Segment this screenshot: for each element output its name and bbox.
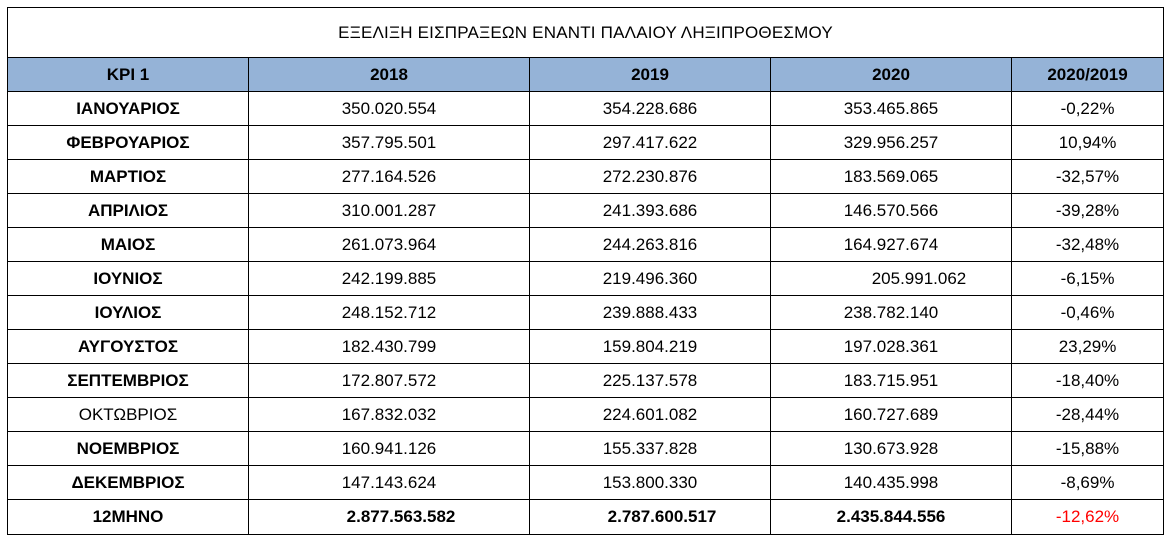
value-2019-cell: 153.800.330 bbox=[530, 466, 771, 500]
value-2020-cell: 160.727.689 bbox=[771, 398, 1012, 432]
value-2020-cell: 329.956.257 bbox=[771, 126, 1012, 160]
value-2020-text: 205.991.062 bbox=[871, 268, 967, 288]
value-2020-cell: 146.570.566 bbox=[771, 194, 1012, 228]
value-2018-cell: 310.001.287 bbox=[249, 194, 530, 228]
change-cell: -39,28% bbox=[1012, 194, 1164, 228]
change-cell: 10,94% bbox=[1012, 126, 1164, 160]
value-2019-cell: 354.228.686 bbox=[530, 92, 771, 126]
kpi-cell: ΦΕΒΡΟΥΑΡΙΟΣ bbox=[8, 126, 249, 160]
value-2019-cell: 224.601.082 bbox=[530, 398, 771, 432]
change-cell: -18,40% bbox=[1012, 364, 1164, 398]
value-2018-cell: 160.941.126 bbox=[249, 432, 530, 466]
kpi-cell: ΙΑΝΟΥΑΡΙΟΣ bbox=[8, 92, 249, 126]
title-row bbox=[8, 8, 1164, 58]
value-2020-cell: 164.927.674 bbox=[771, 228, 1012, 262]
value-2019-cell: 239.888.433 bbox=[530, 296, 771, 330]
value-2018-cell: 357.795.501 bbox=[249, 126, 530, 160]
value-2018-cell: 261.073.964 bbox=[249, 228, 530, 262]
kpi-cell: ΣΕΠΤΕΜΒΡΙΟΣ bbox=[8, 364, 249, 398]
table-title: ΕΞΕΛΙΞΗ ΕΙΣΠΡΑΞΕΩΝ ΕΝΑΝΤΙ ΠΑΛΑΙΟΥ ΛΗΞΙΠΡΟΘΕΣΜΟΥ bbox=[8, 8, 1164, 58]
value-2018-cell: 350.020.554 bbox=[249, 92, 530, 126]
table-row bbox=[8, 296, 1164, 330]
total-2018-text: 2.877.563.582 bbox=[346, 507, 456, 526]
table-row bbox=[8, 160, 1164, 194]
total-kpi-cell: 12ΜΗΝΟ bbox=[8, 500, 249, 535]
value-2018-cell: 242.199.885 bbox=[249, 262, 530, 296]
table-row bbox=[8, 228, 1164, 262]
table-row bbox=[8, 194, 1164, 228]
value-2020-cell bbox=[771, 262, 1012, 296]
value-2019-cell: 219.496.360 bbox=[530, 262, 771, 296]
value-2020-cell: 238.782.140 bbox=[771, 296, 1012, 330]
value-2019-cell: 297.417.622 bbox=[530, 126, 771, 160]
header-2019: 2019 bbox=[530, 58, 771, 92]
table-row bbox=[8, 364, 1164, 398]
change-cell: -0,46% bbox=[1012, 296, 1164, 330]
value-2019-cell: 241.393.686 bbox=[530, 194, 771, 228]
value-2019-cell: 272.230.876 bbox=[530, 160, 771, 194]
kpi-cell: ΜΑΡΤΙΟΣ bbox=[8, 160, 249, 194]
value-2018-cell: 277.164.526 bbox=[249, 160, 530, 194]
value-2018-cell: 147.143.624 bbox=[249, 466, 530, 500]
table-row bbox=[8, 126, 1164, 160]
header-kpi: KPI 1 bbox=[8, 58, 249, 92]
header-2018: 2018 bbox=[249, 58, 530, 92]
value-2018-cell: 167.832.032 bbox=[249, 398, 530, 432]
table-row bbox=[8, 432, 1164, 466]
kpi-cell: ΙΟΥΛΙΟΣ bbox=[8, 296, 249, 330]
table-row bbox=[8, 466, 1164, 500]
value-2019-cell: 159.804.219 bbox=[530, 330, 771, 364]
table-row bbox=[8, 398, 1164, 432]
table-row bbox=[8, 262, 1164, 296]
change-cell: -32,57% bbox=[1012, 160, 1164, 194]
change-cell: 23,29% bbox=[1012, 330, 1164, 364]
collections-table bbox=[7, 7, 1164, 535]
kpi-cell: ΑΥΓΟΥΣΤΟΣ bbox=[8, 330, 249, 364]
value-2019-cell: 225.137.578 bbox=[530, 364, 771, 398]
value-2020-cell: 197.028.361 bbox=[771, 330, 1012, 364]
total-2018-cell bbox=[249, 500, 530, 535]
value-2018-cell: 182.430.799 bbox=[249, 330, 530, 364]
value-2018-cell: 172.807.572 bbox=[249, 364, 530, 398]
value-2020-cell: 140.435.998 bbox=[771, 466, 1012, 500]
kpi-cell: ΙΟΥΝΙΟΣ bbox=[8, 262, 249, 296]
change-cell: -0,22% bbox=[1012, 92, 1164, 126]
kpi-cell: ΟΚΤΩΒΡΙΟΣ bbox=[8, 398, 249, 432]
header-2020: 2020 bbox=[771, 58, 1012, 92]
total-row bbox=[8, 500, 1164, 535]
total-2019-text: 2.787.600.517 bbox=[607, 507, 717, 526]
table-row bbox=[8, 330, 1164, 364]
value-2019-cell: 244.263.816 bbox=[530, 228, 771, 262]
kpi-cell: ΜΑΙΟΣ bbox=[8, 228, 249, 262]
header-row bbox=[8, 58, 1164, 92]
kpi-cell: ΝΟΕΜΒΡΙΟΣ bbox=[8, 432, 249, 466]
value-2019-cell: 155.337.828 bbox=[530, 432, 771, 466]
value-2018-cell: 248.152.712 bbox=[249, 296, 530, 330]
value-2020-cell: 130.673.928 bbox=[771, 432, 1012, 466]
change-cell: -6,15% bbox=[1012, 262, 1164, 296]
kpi-cell: ΑΠΡΙΛΙΟΣ bbox=[8, 194, 249, 228]
header-change: 2020/2019 bbox=[1012, 58, 1164, 92]
change-cell: -28,44% bbox=[1012, 398, 1164, 432]
change-cell: -15,88% bbox=[1012, 432, 1164, 466]
table-row bbox=[8, 92, 1164, 126]
value-2020-cell: 183.715.951 bbox=[771, 364, 1012, 398]
total-2020-cell: 2.435.844.556 bbox=[771, 500, 1012, 535]
change-cell: -32,48% bbox=[1012, 228, 1164, 262]
value-2020-cell: 183.569.065 bbox=[771, 160, 1012, 194]
change-cell: -8,69% bbox=[1012, 466, 1164, 500]
value-2020-cell: 353.465.865 bbox=[771, 92, 1012, 126]
kpi-cell: ΔΕΚΕΜΒΡΙΟΣ bbox=[8, 466, 249, 500]
total-change-cell: -12,62% bbox=[1012, 500, 1164, 535]
total-2019-cell bbox=[530, 500, 771, 535]
